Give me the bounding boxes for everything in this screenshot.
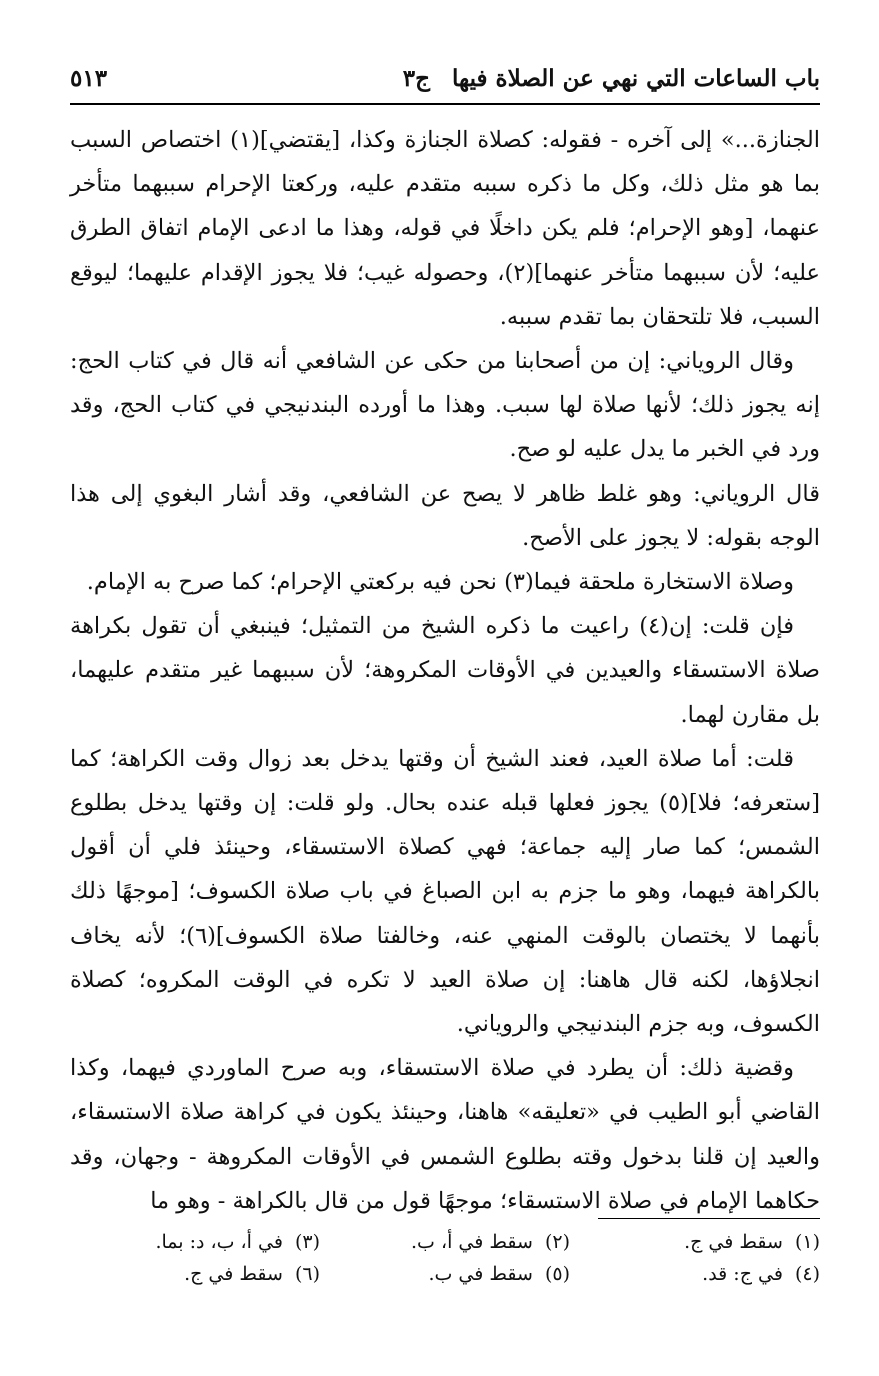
footnote-number: (٤) xyxy=(794,1263,820,1285)
footnote-text: سقط في ب. xyxy=(428,1263,533,1285)
footnote-row xyxy=(70,1258,820,1290)
paragraph: وصلاة الاستخارة ملحقة فيما(٣) نحن فيه بركعتي الإحرام؛ كما صرح به الإمام. xyxy=(86,569,794,596)
paragraph: قال الروياني: وهو غلط ظاهر لا يصح عن الشافعي، وقد أشار البغوي إلى هذا الوجه بقوله: لا يجوز على الأصح. xyxy=(70,480,820,551)
footnote-divider xyxy=(598,1218,820,1219)
footnote-text: في ج: قد. xyxy=(702,1263,783,1285)
chapter-title: باب الساعات التي نهي عن الصلاة فيها xyxy=(452,64,820,92)
footnote-number: (٢) xyxy=(544,1231,570,1253)
footnote xyxy=(70,1258,320,1290)
paragraph: قلت: أما صلاة العيد، فعند الشيخ أن وقتها يدخل بعد زوال وقت الكراهة؛ كما [ستعرفه؛ فلا](٥) يجوز فعلها قبله عنده بحال. ولو قلت: إن وقتها يدخل بطلوع الشمس؛ كما صار إليه جماعة؛ فهي كصلاة الاستسقاء، وحينئذ فلي أن أقول بالكراهة فيهما، وهو ما جزم به ابن الصباغ في باب صلاة الكسوف؛ [موجهًا ذلك بأنهما لا يختصان بالوقت المنهي عنه، وخالفتا صلاة الكسوف](٦)؛ لأنه يخاف انجلاؤها، لكنه قال هاهنا: إن صلاة العيد لا تكره في الوقت المكروه؛ كصلاة الكسوف، وبه جزم البندنيجي والروياني. xyxy=(70,745,821,1038)
footnote-number: (١) xyxy=(794,1231,820,1253)
footnote xyxy=(70,1226,320,1258)
footnote xyxy=(570,1258,820,1290)
footnote-number: (٥) xyxy=(544,1263,570,1285)
footnote-text: سقط في ج. xyxy=(184,1263,283,1285)
footnote xyxy=(320,1258,570,1290)
footnotes xyxy=(70,1226,820,1290)
paragraph: وقضية ذلك: أن يطرد في صلاة الاستسقاء، وبه صرح الماوردي فيهما، وكذا القاضي أبو الطيب في «تعليقه» هاهنا، وحينئذ يكون في كراهة صلاة الاستسقاء، والعيد إن قلنا بدخول وقته بطلوع الشمس في الأوقات المكروهة - وجهان، وقد حكاهما الإمام في صلاة الاستسقاء؛ موجهًا قول من قال بالكراهة - وهو ما xyxy=(70,1055,820,1214)
paragraph: فإن قلت: إن(٤) راعيت ما ذكره الشيخ من التمثيل؛ فينبغي أن تقول بكراهة صلاة الاستسقاء والعيدين في الأوقات المكروهة؛ لأن سببهما غير متقدم عليهما، بل مقارن لهما. xyxy=(70,613,820,728)
header-title-group xyxy=(403,65,820,92)
footnote xyxy=(320,1226,570,1258)
header-divider xyxy=(70,103,820,105)
volume-label: ج٣ xyxy=(402,64,430,92)
footnote-text: سقط في أ، ب. xyxy=(410,1231,533,1253)
main-text xyxy=(70,118,820,1223)
footnote-number: (٣) xyxy=(294,1231,320,1253)
footnote-text: سقط في ج. xyxy=(684,1231,783,1253)
footnote-text: في أ، ب، د: بما. xyxy=(155,1231,283,1253)
running-header xyxy=(70,56,820,100)
footnote-number: (٦) xyxy=(294,1263,320,1285)
page-number: ٥١٣ xyxy=(70,64,108,92)
paragraph: الجنازة...» إلى آخره - فقوله: كصلاة الجنازة وكذا، [يقتضي](١) اختصاص السبب بما هو مثل ذلك، وكل ما ذكره سببه متقدم عليه، وركعتا الإحرام سببهما متأخر عنهما، [وهو الإحرام؛ فلم يكن داخلًا في قوله، وهذا ما ادعى الإمام اتفاق الطرق عليه؛ لأن سببهما متأخر عنهما](٢)، وحصوله غيب؛ فلا يجوز الإقدام عليهما؛ ليوقع السبب، فلا تلتحقان بما تقدم سببه. xyxy=(70,127,820,330)
paragraph: وقال الروياني: إن من أصحابنا من حكى عن الشافعي أنه قال في كتاب الحج: إنه يجوز ذلك؛ لأنها صلاة لها سبب. وهذا ما أورده البندنيجي في كتاب الحج، وقد ورد في الخبر ما يدل عليه لو صح. xyxy=(70,348,820,463)
footnote xyxy=(570,1226,820,1258)
footnote-row xyxy=(70,1226,820,1258)
